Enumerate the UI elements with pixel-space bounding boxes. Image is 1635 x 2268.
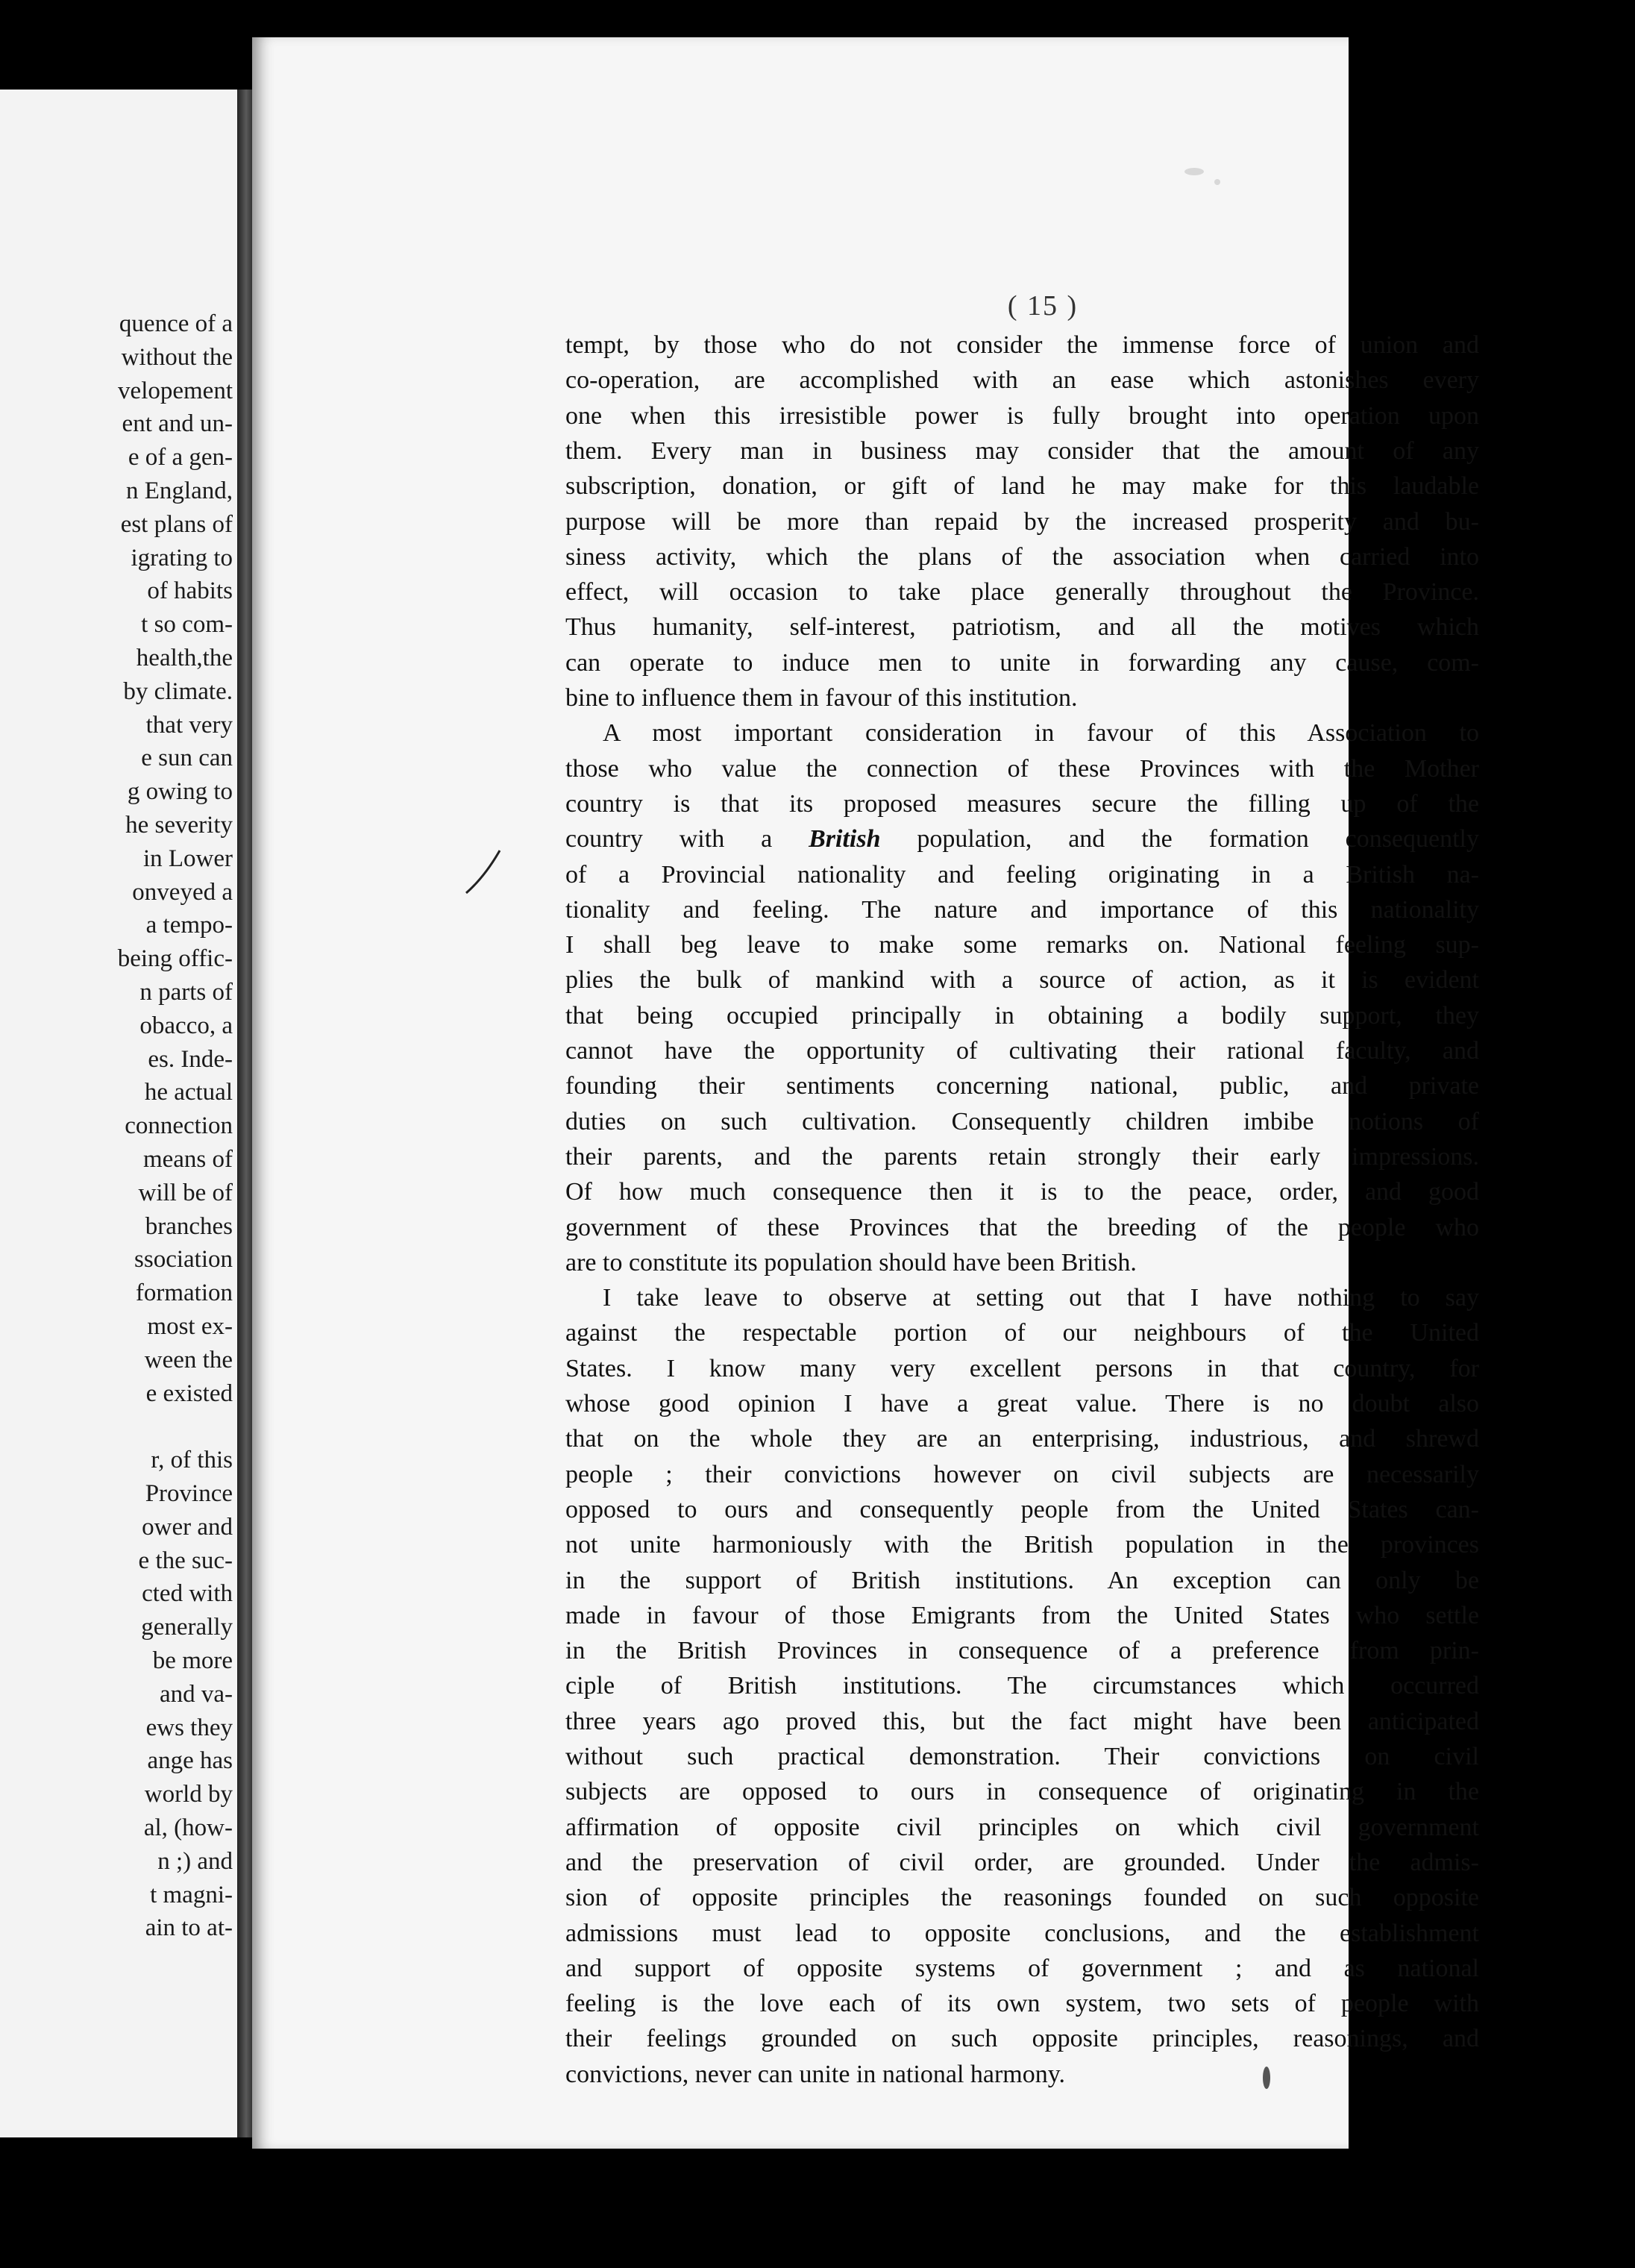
text-line: one when this irresistible power is fully brought into operation upon [565, 401, 1479, 430]
text-line: siness activity, which the plans of the association when carried into [565, 542, 1479, 571]
text-line: ciple of British institutions. The circumstances which occurred [565, 1672, 1479, 1700]
text-line: sion of opposite principles the reasonings founded on such opposite [565, 1884, 1479, 1912]
left-page-line: most ex- [147, 1313, 233, 1340]
text-line: whose good opinion I have a great value. There is no doubt also [565, 1390, 1479, 1418]
left-page-line: will be of [138, 1179, 233, 1206]
text-line: tempt, by those who do not consider the immense force of union and [565, 331, 1479, 359]
text-line: bine to influence them in favour of this institution. [565, 684, 1078, 712]
text-line: A most important consideration in favour of this Association to [603, 719, 1479, 748]
text-line: them. Every man in business may consider that the amount of any [565, 436, 1479, 465]
left-page-line: e sun can [141, 745, 233, 772]
text-line: people ; their convictions however on civil subjects are necessarily [565, 1460, 1479, 1488]
left-page-line: cted with [142, 1580, 233, 1608]
text-line: subjects are opposed to ours in consequence of originating in the [565, 1778, 1479, 1806]
text-line: duties on such cultivation. Consequently children imbibe notions of [565, 1107, 1479, 1135]
text-line: effect, will occasion to take place generally throughout the Province. [565, 578, 1479, 607]
left-page [0, 90, 240, 2137]
left-page-line: world by [144, 1781, 233, 1808]
text-line: those who value the connection of these Provinces with the Mother [565, 754, 1479, 783]
text-line [565, 824, 1479, 854]
text-line: can operate to induce men to unite in forwarding any cause, com- [565, 648, 1479, 677]
text-line: are to constitute its population should have been British. [565, 1248, 1137, 1276]
text-segment: population, and the formation consequently [880, 825, 1479, 853]
text-line: affirmation of opposite civil principles on which civil government [565, 1813, 1479, 1841]
left-page-line: obacco, a [139, 1012, 233, 1039]
left-page-line: n ;) and [157, 1847, 233, 1875]
left-page-line: onveyed a [132, 878, 233, 906]
text-line: subscription, donation, or gift of land he may make for this laudable [565, 472, 1479, 501]
text-line: their feelings grounded on such opposite principles, reasonings, and [565, 2025, 1479, 2053]
text-line: convictions, never can unite in national harmony. [565, 2060, 1066, 2088]
text-line: opposed to ours and consequently people from the United States can- [565, 1495, 1479, 1523]
text-line: country is that its proposed measures secure the filling up of the [565, 789, 1479, 818]
left-page-line: generally [141, 1614, 233, 1641]
text-line: made in favour of those Emigrants from the United States who settle [565, 1601, 1479, 1629]
text-line: States. I know many very excellent persons in that country, for [565, 1354, 1479, 1382]
left-page-line: quence of a [119, 310, 233, 337]
left-page-line: without the [121, 343, 233, 371]
text-line: admissions must lead to opposite conclusions, and the establishment [565, 1919, 1479, 1947]
left-page-line: a tempo- [145, 912, 233, 939]
pencil-margin-mark [462, 847, 507, 899]
left-page-line: branches [145, 1212, 233, 1240]
left-page-line: health,the [136, 645, 233, 671]
text-line: co-operation, are accomplished with an ease which astonishes every [565, 366, 1479, 395]
text-line: that on the whole they are an enterprising, industrious, and shrewd [565, 1425, 1479, 1453]
text-segment: country with a [565, 825, 809, 853]
text-line: without such practical demonstration. Their convictions on civil [565, 1743, 1479, 1770]
text-line: feeling is the love each of its own system, two sets of people with [565, 1990, 1479, 2018]
left-page-line: est plans of [120, 510, 233, 538]
left-page-line: Province [145, 1480, 233, 1507]
left-page-line: e existed [145, 1379, 233, 1407]
left-page-line: that very [145, 711, 233, 739]
text-line: plies the bulk of mankind with a source of action, as it is evident [565, 966, 1479, 994]
text-line: in the British Provinces in consequence of a preference from prin- [565, 1637, 1479, 1665]
left-page-line: e of a gen- [128, 444, 233, 472]
left-page-line: ower and [142, 1513, 233, 1541]
left-page-line: r, of this [151, 1447, 233, 1474]
left-page-line: n England, [126, 477, 233, 504]
text-line: I take leave to observe at setting out that I have nothing to say [603, 1284, 1479, 1312]
text-line: Thus humanity, self-interest, patriotism, and all the motives which [565, 613, 1479, 642]
text-line: tionality and feeling. The nature and importance of this nationality [565, 895, 1479, 924]
left-page-line: igrating to [131, 544, 233, 571]
left-page-line: t so com- [141, 611, 233, 639]
left-page-line: ween the [144, 1346, 233, 1373]
text-line: of a Provincial nationality and feeling originating in a British na- [565, 860, 1479, 889]
text-line: against the respectable portion of our neighbours of the United [565, 1319, 1479, 1347]
left-page-line: and va- [159, 1680, 233, 1708]
text-line: Of how much consequence then it is to the peace, order, and good [565, 1178, 1479, 1206]
left-page-line: g owing to [127, 778, 233, 806]
text-line: that being occupied principally in obtaining a bodily support, they [565, 1001, 1479, 1030]
text-line: government of these Provinces that the breeding of the people who [565, 1213, 1479, 1241]
left-page-line: formation [135, 1279, 233, 1307]
text-line: and support of opposite systems of government ; and as national [565, 1954, 1479, 1982]
text-line: founding their sentiments concerning national, public, and private [565, 1072, 1479, 1100]
left-page-line: he actual [144, 1079, 233, 1106]
page-number: ( 15 ) [1007, 290, 1079, 322]
left-page-line: e the suc- [138, 1547, 233, 1574]
text-line: cannot have the opportunity of cultivating their rational faculty, and [565, 1037, 1479, 1065]
left-page-line: ews they [145, 1714, 233, 1741]
left-page-line: ent and un- [122, 410, 233, 438]
page-speck [1184, 168, 1204, 175]
italic-word: British [809, 825, 881, 853]
text-line: not unite harmoniously with the British population in the provinces [565, 1531, 1479, 1559]
left-page-line: velopement [118, 377, 233, 404]
left-page-line: he severity [125, 812, 233, 839]
text-line: purpose will be more than repaid by the increased prosperity and bu- [565, 507, 1479, 536]
left-page-line: al, (how- [143, 1814, 233, 1841]
text-line: and the preservation of civil order, are grounded. Under the admis- [565, 1848, 1479, 1876]
page-speck [1214, 179, 1220, 185]
left-page-line: be more [152, 1647, 233, 1674]
text-line: three years ago proved this, but the fact might have been anticipated [565, 1707, 1479, 1735]
left-page-line: means of [142, 1146, 233, 1173]
left-page-line: of habits [147, 577, 233, 605]
left-page-line: ain to at- [145, 1914, 233, 1942]
left-page-line: ssociation [134, 1246, 233, 1274]
left-page-line: n parts of [139, 979, 233, 1006]
left-page-line: es. Inde- [148, 1045, 233, 1073]
left-page-line: connection [125, 1112, 233, 1140]
left-page-line: being offic- [117, 945, 233, 973]
left-page-line: t magni- [150, 1881, 233, 1908]
page-speck [1263, 2067, 1270, 2089]
left-page-line: ange has [147, 1747, 233, 1775]
right-page [252, 37, 1479, 2149]
text-line: I shall beg leave to make some remarks on. National feeling sup- [565, 931, 1479, 959]
text-line: in the support of British institutions. An exception can only be [565, 1566, 1479, 1594]
left-page-line: in Lower [142, 845, 233, 872]
text-line: their parents, and the parents retain strongly their early impressions. [565, 1142, 1479, 1171]
left-page-line: by climate. [123, 677, 233, 705]
